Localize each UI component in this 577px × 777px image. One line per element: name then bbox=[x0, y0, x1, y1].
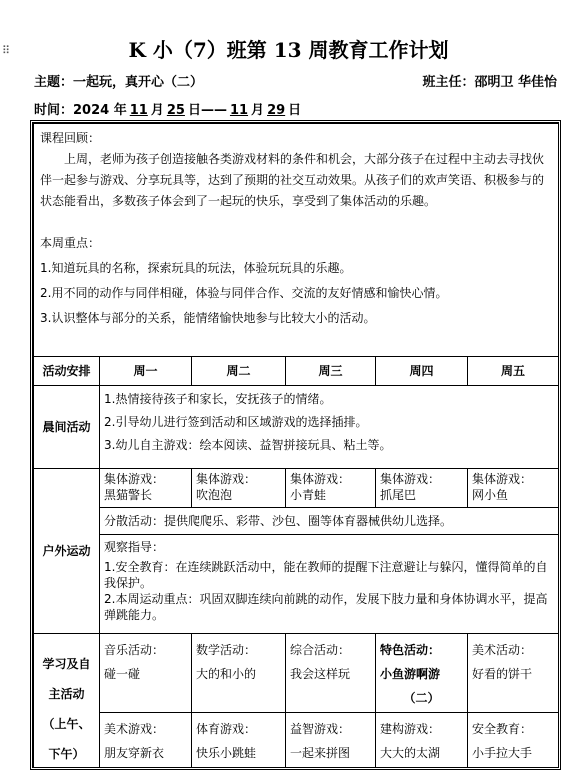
game-type: 集体游戏： bbox=[472, 472, 533, 486]
guidance-item: 2.本周运动重点：巩固双脚连续向前跳的动作，发展下肢力量和身体协调水平，提高弹跳能力。 bbox=[104, 592, 548, 622]
learning-label-line: 下午） bbox=[48, 746, 85, 761]
learning-label-line: （上午、 bbox=[42, 716, 91, 731]
morning-item: 3.幼儿自主游戏：绘本阅读、益智拼接玩具、粘土等。 bbox=[104, 438, 392, 452]
theme-value: 一起玩，真开心（二） bbox=[73, 75, 204, 90]
activity-type: 益智游戏： bbox=[290, 722, 351, 736]
focus-item: 1.知道玩具的名称，探索玩具的玩法，体验玩玩具的乐趣。 bbox=[40, 261, 352, 275]
start-day: 25 bbox=[166, 103, 185, 118]
day-header: 周一 bbox=[100, 357, 192, 386]
game-type: 集体游戏： bbox=[196, 472, 257, 486]
end-day: 29 bbox=[267, 103, 286, 118]
day-header: 周二 bbox=[192, 357, 286, 386]
page-title: K 小（7）班第 13 周教育工作计划 bbox=[128, 38, 449, 62]
activity-name: 好看的饼干 bbox=[472, 667, 533, 681]
game-name: 小青蛙 bbox=[290, 488, 327, 502]
teacher-info bbox=[422, 71, 557, 90]
outdoor-game bbox=[286, 469, 376, 508]
learning-row-2 bbox=[34, 713, 559, 771]
guidance-item: 1.安全教育：在连续跳跃活动中，能在教师的提醒下注意避让与躲闪，懂得简单的自我保护。 bbox=[104, 560, 548, 590]
plan-table bbox=[33, 123, 559, 770]
plan-table-frame bbox=[30, 120, 561, 770]
activity-type: 特色活动： bbox=[380, 643, 441, 657]
learning-activity bbox=[286, 634, 376, 713]
end-month: 11 bbox=[229, 103, 249, 118]
schedule-header-row bbox=[34, 357, 559, 386]
learning-label bbox=[34, 634, 100, 771]
morning-row bbox=[34, 386, 559, 469]
activity-type: 数学活动： bbox=[196, 643, 257, 657]
activity-name: 小手拉大手 bbox=[472, 746, 533, 760]
review-heading: 课程回顾： bbox=[40, 131, 101, 145]
activity-name: 小鱼游啊游 bbox=[380, 667, 441, 681]
activity-extra: （二） bbox=[403, 691, 440, 705]
activity-name: 大大的太湖 bbox=[380, 746, 441, 760]
activity-type: 美术活动： bbox=[472, 643, 533, 657]
activity-name: 大的和小的 bbox=[196, 667, 257, 681]
activity-type: 安全教育： bbox=[472, 722, 533, 736]
outdoor-game bbox=[192, 469, 286, 508]
month-unit-2: 月 bbox=[251, 103, 265, 118]
learning-game bbox=[468, 713, 559, 771]
learning-activity bbox=[100, 634, 192, 713]
teacher-value: 邵明卫 华佳怡 bbox=[474, 75, 557, 90]
learning-game bbox=[376, 713, 468, 771]
learning-activity-featured bbox=[376, 634, 468, 713]
learning-game bbox=[286, 713, 376, 771]
focus-item: 3.认识整体与部分的关系，能情绪愉快地参与比较大小的活动。 bbox=[40, 311, 376, 325]
outdoor-game bbox=[100, 469, 192, 508]
morning-label: 晨间活动 bbox=[34, 386, 100, 469]
theme-label: 主题： bbox=[34, 75, 74, 90]
review-cell bbox=[34, 124, 559, 357]
activity-name: 朋友穿新衣 bbox=[104, 746, 165, 760]
outdoor-game bbox=[376, 469, 468, 508]
activity-name: 碰一碰 bbox=[104, 667, 141, 681]
learning-activity bbox=[468, 634, 559, 713]
activity-type: 体育游戏： bbox=[196, 722, 257, 736]
drag-handle-icon[interactable]: ⠿ bbox=[2, 44, 10, 57]
focus-item: 2.用不同的动作与同伴相碰，体验与同伴合作、交流的友好情感和愉快心情。 bbox=[40, 286, 448, 300]
review-paragraph: 上周，老师为孩子创造接触各类游戏材料的条件和机会，大部分孩子在过程中主动去寻找伙伴一起参与游戏、分享玩具等，达到了预期的社交互动效果。从孩子们的欢声笑语、积极参与的状态能看出，多数孩子体会到了一起玩的快乐，享受到了集体活动的乐趣。 bbox=[40, 152, 545, 208]
teacher-label: 班主任： bbox=[422, 75, 475, 90]
start-month: 11 bbox=[129, 103, 148, 118]
game-name: 吹泡泡 bbox=[196, 488, 233, 502]
game-type: 集体游戏： bbox=[380, 472, 441, 486]
outdoor-guidance-row bbox=[34, 535, 559, 634]
year: 2024 年 bbox=[73, 103, 127, 118]
morning-item: 1.热情接待孩子和家长，安抚孩子的情绪。 bbox=[104, 392, 332, 406]
activity-type: 建构游戏： bbox=[380, 722, 441, 736]
outdoor-label: 户外运动 bbox=[34, 469, 100, 634]
activity-name: 一起来拼图 bbox=[290, 746, 351, 760]
guidance-cell bbox=[100, 535, 559, 634]
focus-heading: 本周重点： bbox=[40, 236, 101, 250]
time-line bbox=[34, 99, 557, 118]
game-type: 集体游戏： bbox=[290, 472, 351, 486]
outdoor-games-row bbox=[34, 469, 559, 508]
activity-type: 美术游戏： bbox=[104, 722, 165, 736]
month-unit: 月 bbox=[150, 103, 164, 118]
activity-name: 我会这样玩 bbox=[290, 667, 351, 681]
outdoor-scattered-row bbox=[34, 508, 559, 535]
guidance-heading: 观察指导： bbox=[104, 540, 165, 554]
outdoor-game bbox=[468, 469, 559, 508]
schedule-header-label: 活动安排 bbox=[34, 357, 100, 386]
day-header: 周四 bbox=[376, 357, 468, 386]
game-name: 网小鱼 bbox=[472, 488, 509, 502]
day-unit: 日 bbox=[288, 103, 302, 118]
day-header: 周三 bbox=[286, 357, 376, 386]
activity-name: 快乐小跳蛙 bbox=[196, 746, 257, 760]
game-type: 集体游戏： bbox=[104, 472, 165, 486]
theme-line bbox=[34, 71, 557, 90]
day-sep: 日—— bbox=[187, 103, 227, 118]
activity-type: 综合活动： bbox=[290, 643, 351, 657]
learning-game bbox=[100, 713, 192, 771]
time-label: 时间： bbox=[34, 103, 74, 118]
learning-label-line: 主活动 bbox=[48, 686, 85, 701]
learning-label-line: 学习及自 bbox=[42, 656, 91, 671]
game-name: 黑猫警长 bbox=[104, 488, 153, 502]
learning-row-1 bbox=[34, 634, 559, 713]
game-name: 抓尾巴 bbox=[380, 488, 417, 502]
scattered-activity: 分散活动：提供爬爬乐、彩带、沙包、圈等体育器械供幼儿选择。 bbox=[100, 508, 559, 535]
day-header: 周五 bbox=[468, 357, 559, 386]
learning-game bbox=[192, 713, 286, 771]
morning-content bbox=[100, 386, 559, 469]
morning-item: 2.引导幼儿进行签到活动和区域游戏的选择插排。 bbox=[104, 415, 368, 429]
learning-activity bbox=[192, 634, 286, 713]
activity-type: 音乐活动： bbox=[104, 643, 165, 657]
